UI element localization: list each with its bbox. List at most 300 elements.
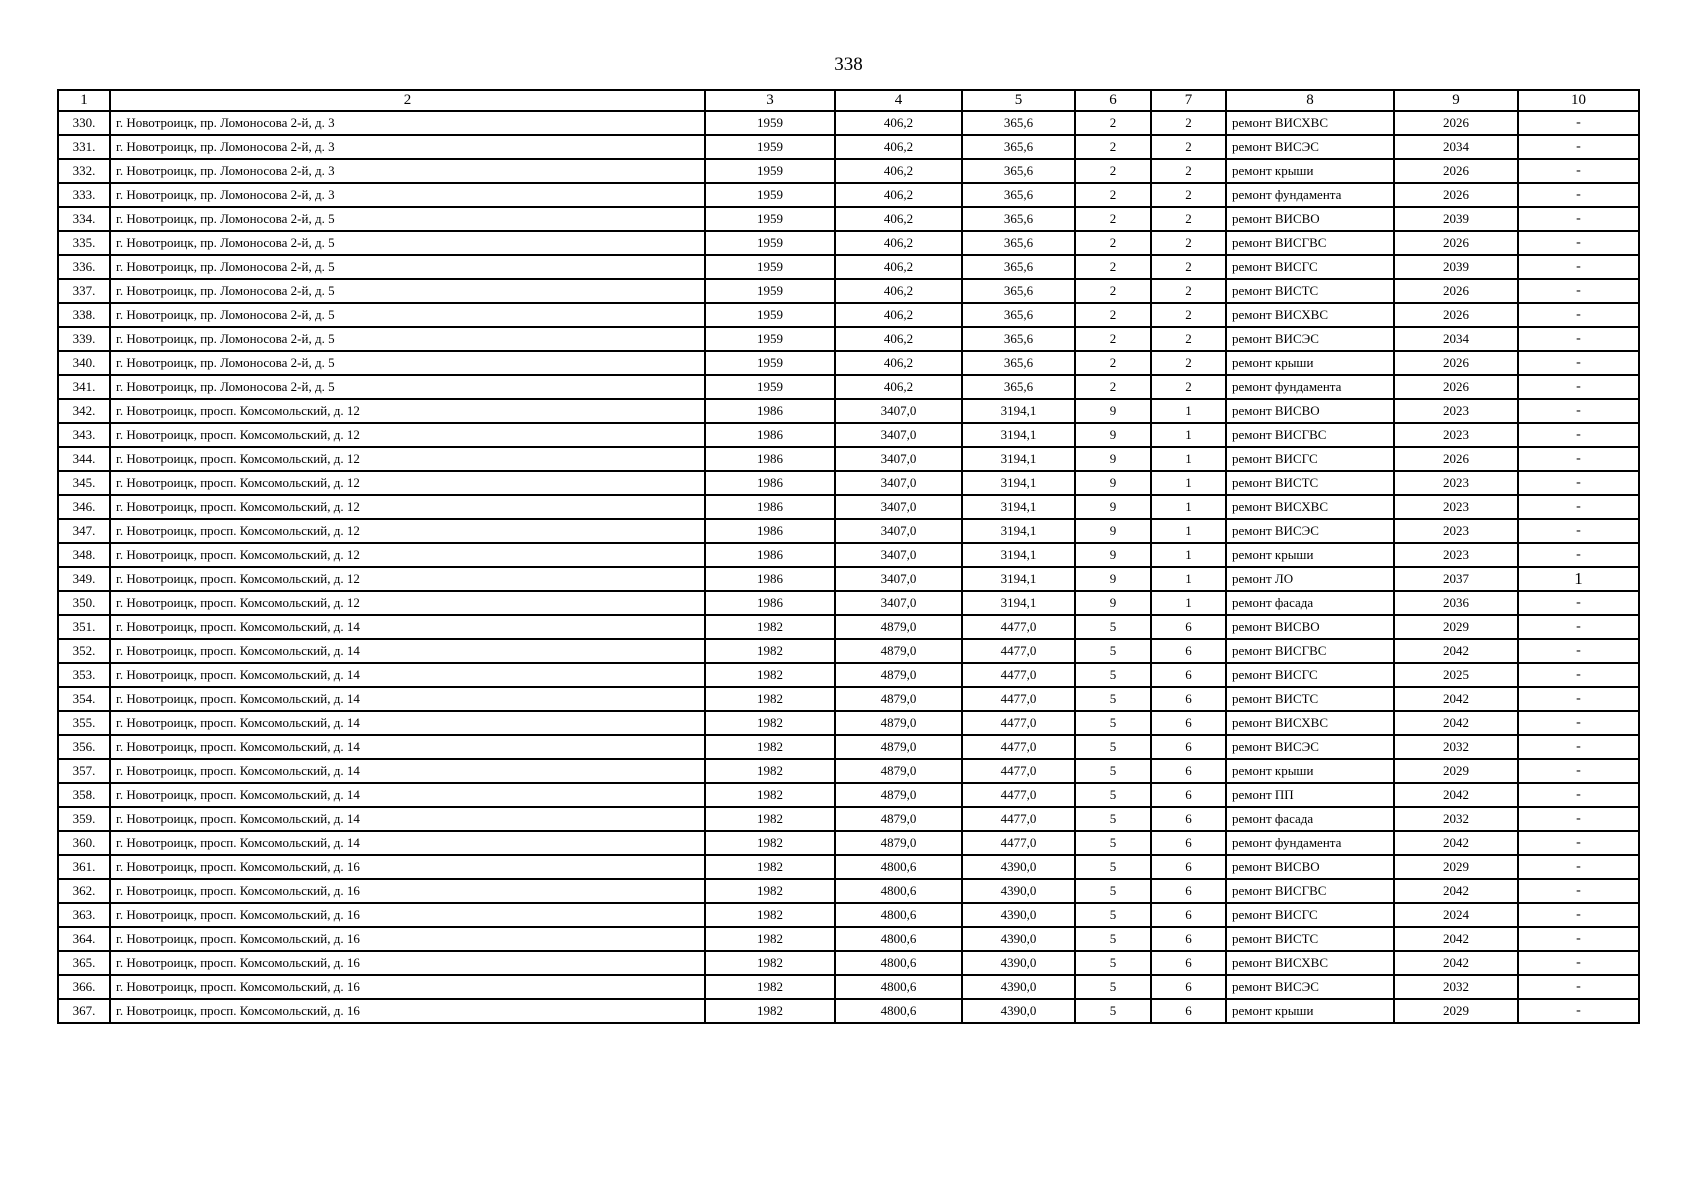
cell-col-7: 1 xyxy=(1151,471,1226,495)
cell-col-1: 338. xyxy=(58,303,110,327)
cell-col-4: 406,2 xyxy=(835,375,962,399)
cell-col-2: г. Новотроицк, просп. Комсомольский, д. 12 xyxy=(110,447,705,471)
table-row xyxy=(58,999,1639,1023)
cell-col-9: 2023 xyxy=(1394,399,1518,423)
cell-col-5: 365,6 xyxy=(962,375,1075,399)
cell-col-10: - xyxy=(1518,279,1639,303)
cell-col-1: 354. xyxy=(58,687,110,711)
table-row xyxy=(58,159,1639,183)
cell-col-5: 365,6 xyxy=(962,255,1075,279)
cell-col-5: 3194,1 xyxy=(962,591,1075,615)
cell-col-3: 1986 xyxy=(705,399,835,423)
repair-schedule-table xyxy=(57,89,1640,1024)
cell-col-10: - xyxy=(1518,639,1639,663)
cell-col-4: 406,2 xyxy=(835,111,962,135)
cell-col-1: 337. xyxy=(58,279,110,303)
table-row xyxy=(58,327,1639,351)
cell-col-9: 2042 xyxy=(1394,879,1518,903)
table-row xyxy=(58,807,1639,831)
cell-col-7: 6 xyxy=(1151,615,1226,639)
cell-col-4: 406,2 xyxy=(835,135,962,159)
cell-col-4: 4879,0 xyxy=(835,807,962,831)
cell-col-5: 365,6 xyxy=(962,183,1075,207)
cell-col-4: 406,2 xyxy=(835,327,962,351)
cell-col-10: - xyxy=(1518,903,1639,927)
cell-col-7: 2 xyxy=(1151,159,1226,183)
cell-col-3: 1982 xyxy=(705,687,835,711)
table-row xyxy=(58,135,1639,159)
table-row xyxy=(58,951,1639,975)
cell-col-10: - xyxy=(1518,111,1639,135)
cell-col-5: 4477,0 xyxy=(962,687,1075,711)
cell-col-6: 5 xyxy=(1075,951,1151,975)
cell-col-2: г. Новотроицк, пр. Ломоносова 2-й, д. 5 xyxy=(110,303,705,327)
cell-col-7: 6 xyxy=(1151,687,1226,711)
cell-col-6: 5 xyxy=(1075,615,1151,639)
cell-col-3: 1959 xyxy=(705,135,835,159)
cell-col-7: 2 xyxy=(1151,375,1226,399)
cell-col-2: г. Новотроицк, пр. Ломоносова 2-й, д. 3 xyxy=(110,159,705,183)
cell-col-1: 357. xyxy=(58,759,110,783)
cell-col-8: ремонт ВИСТС xyxy=(1226,927,1394,951)
cell-col-5: 3194,1 xyxy=(962,543,1075,567)
cell-col-5: 4390,0 xyxy=(962,855,1075,879)
cell-col-4: 4800,6 xyxy=(835,975,962,999)
cell-col-7: 1 xyxy=(1151,543,1226,567)
cell-col-6: 5 xyxy=(1075,783,1151,807)
cell-col-2: г. Новотроицк, просп. Комсомольский, д. 16 xyxy=(110,927,705,951)
cell-col-5: 3194,1 xyxy=(962,471,1075,495)
cell-col-10: - xyxy=(1518,879,1639,903)
cell-col-3: 1982 xyxy=(705,879,835,903)
table-row xyxy=(58,567,1639,591)
cell-col-7: 2 xyxy=(1151,327,1226,351)
cell-col-1: 339. xyxy=(58,327,110,351)
cell-col-7: 6 xyxy=(1151,903,1226,927)
cell-col-1: 334. xyxy=(58,207,110,231)
cell-col-6: 9 xyxy=(1075,399,1151,423)
cell-col-4: 4800,6 xyxy=(835,855,962,879)
cell-col-3: 1986 xyxy=(705,519,835,543)
cell-col-1: 331. xyxy=(58,135,110,159)
cell-col-8: ремонт ВИСЭС xyxy=(1226,975,1394,999)
cell-col-2: г. Новотроицк, просп. Комсомольский, д. 16 xyxy=(110,951,705,975)
cell-col-3: 1982 xyxy=(705,759,835,783)
cell-col-3: 1959 xyxy=(705,351,835,375)
cell-col-9: 2029 xyxy=(1394,759,1518,783)
cell-col-1: 365. xyxy=(58,951,110,975)
cell-col-6: 5 xyxy=(1075,735,1151,759)
cell-col-8: ремонт ВИСГВС xyxy=(1226,231,1394,255)
cell-col-7: 2 xyxy=(1151,111,1226,135)
cell-col-8: ремонт ВИСХВС xyxy=(1226,951,1394,975)
cell-col-2: г. Новотроицк, просп. Комсомольский, д. 14 xyxy=(110,807,705,831)
cell-col-10: - xyxy=(1518,231,1639,255)
cell-col-6: 9 xyxy=(1075,495,1151,519)
cell-col-2: г. Новотроицк, пр. Ломоносова 2-й, д. 3 xyxy=(110,111,705,135)
cell-col-4: 4800,6 xyxy=(835,999,962,1023)
cell-col-9: 2026 xyxy=(1394,351,1518,375)
cell-col-3: 1986 xyxy=(705,447,835,471)
table-row xyxy=(58,519,1639,543)
cell-col-7: 2 xyxy=(1151,231,1226,255)
cell-col-8: ремонт ВИСВО xyxy=(1226,399,1394,423)
cell-col-2: г. Новотроицк, просп. Комсомольский, д. 14 xyxy=(110,783,705,807)
cell-col-8: ремонт ВИСТС xyxy=(1226,687,1394,711)
cell-col-3: 1982 xyxy=(705,639,835,663)
cell-col-1: 342. xyxy=(58,399,110,423)
cell-col-2: г. Новотроицк, пр. Ломоносова 2-й, д. 5 xyxy=(110,327,705,351)
cell-col-9: 2034 xyxy=(1394,135,1518,159)
cell-col-2: г. Новотроицк, пр. Ломоносова 2-й, д. 5 xyxy=(110,375,705,399)
cell-col-3: 1986 xyxy=(705,495,835,519)
cell-col-9: 2029 xyxy=(1394,855,1518,879)
cell-col-9: 2042 xyxy=(1394,951,1518,975)
cell-col-1: 360. xyxy=(58,831,110,855)
cell-col-4: 4879,0 xyxy=(835,687,962,711)
cell-col-8: ремонт ВИСЭС xyxy=(1226,135,1394,159)
cell-col-10: - xyxy=(1518,519,1639,543)
cell-col-10: - xyxy=(1518,375,1639,399)
header-cell-10: 10 xyxy=(1518,90,1639,111)
cell-col-3: 1982 xyxy=(705,711,835,735)
cell-col-6: 2 xyxy=(1075,279,1151,303)
cell-col-6: 5 xyxy=(1075,879,1151,903)
cell-col-7: 1 xyxy=(1151,399,1226,423)
cell-col-1: 347. xyxy=(58,519,110,543)
cell-col-8: ремонт фундамента xyxy=(1226,183,1394,207)
table-row xyxy=(58,111,1639,135)
cell-col-7: 6 xyxy=(1151,975,1226,999)
table-row xyxy=(58,447,1639,471)
cell-col-2: г. Новотроицк, просп. Комсомольский, д. 12 xyxy=(110,423,705,447)
cell-col-10: - xyxy=(1518,255,1639,279)
cell-col-4: 406,2 xyxy=(835,159,962,183)
cell-col-2: г. Новотроицк, просп. Комсомольский, д. 12 xyxy=(110,567,705,591)
cell-col-2: г. Новотроицк, просп. Комсомольский, д. 14 xyxy=(110,615,705,639)
cell-col-8: ремонт ЛО xyxy=(1226,567,1394,591)
cell-col-6: 9 xyxy=(1075,447,1151,471)
cell-col-9: 2023 xyxy=(1394,543,1518,567)
cell-col-4: 3407,0 xyxy=(835,399,962,423)
cell-col-7: 1 xyxy=(1151,423,1226,447)
cell-col-6: 9 xyxy=(1075,519,1151,543)
cell-col-9: 2026 xyxy=(1394,375,1518,399)
cell-col-6: 5 xyxy=(1075,831,1151,855)
cell-col-5: 4477,0 xyxy=(962,807,1075,831)
cell-col-1: 335. xyxy=(58,231,110,255)
cell-col-9: 2026 xyxy=(1394,111,1518,135)
cell-col-9: 2034 xyxy=(1394,327,1518,351)
cell-col-4: 406,2 xyxy=(835,279,962,303)
cell-col-6: 5 xyxy=(1075,807,1151,831)
cell-col-5: 365,6 xyxy=(962,327,1075,351)
cell-col-9: 2024 xyxy=(1394,903,1518,927)
cell-col-9: 2026 xyxy=(1394,279,1518,303)
cell-col-10: - xyxy=(1518,471,1639,495)
cell-col-10: - xyxy=(1518,807,1639,831)
header-cell-7: 7 xyxy=(1151,90,1226,111)
cell-col-7: 6 xyxy=(1151,783,1226,807)
cell-col-4: 3407,0 xyxy=(835,591,962,615)
cell-col-1: 367. xyxy=(58,999,110,1023)
cell-col-9: 2039 xyxy=(1394,207,1518,231)
cell-col-1: 343. xyxy=(58,423,110,447)
cell-col-8: ремонт ПП xyxy=(1226,783,1394,807)
cell-col-3: 1959 xyxy=(705,111,835,135)
header-cell-6: 6 xyxy=(1075,90,1151,111)
cell-col-10: - xyxy=(1518,207,1639,231)
cell-col-8: ремонт крыши xyxy=(1226,543,1394,567)
table-row xyxy=(58,423,1639,447)
cell-col-10: - xyxy=(1518,759,1639,783)
cell-col-5: 4477,0 xyxy=(962,759,1075,783)
cell-col-5: 4477,0 xyxy=(962,615,1075,639)
cell-col-2: г. Новотроицк, просп. Комсомольский, д. 14 xyxy=(110,831,705,855)
cell-col-5: 3194,1 xyxy=(962,399,1075,423)
cell-col-7: 1 xyxy=(1151,447,1226,471)
cell-col-7: 2 xyxy=(1151,135,1226,159)
cell-col-3: 1959 xyxy=(705,279,835,303)
cell-col-3: 1982 xyxy=(705,663,835,687)
cell-col-4: 4800,6 xyxy=(835,927,962,951)
cell-col-6: 5 xyxy=(1075,903,1151,927)
cell-col-9: 2026 xyxy=(1394,231,1518,255)
cell-col-10: 1 xyxy=(1518,567,1639,591)
header-cell-4: 4 xyxy=(835,90,962,111)
cell-col-5: 365,6 xyxy=(962,111,1075,135)
header-cell-3: 3 xyxy=(705,90,835,111)
cell-col-4: 3407,0 xyxy=(835,495,962,519)
cell-col-9: 2026 xyxy=(1394,159,1518,183)
cell-col-9: 2042 xyxy=(1394,687,1518,711)
cell-col-8: ремонт крыши xyxy=(1226,351,1394,375)
cell-col-8: ремонт ВИСГС xyxy=(1226,447,1394,471)
cell-col-3: 1959 xyxy=(705,183,835,207)
cell-col-5: 365,6 xyxy=(962,351,1075,375)
cell-col-8: ремонт ВИСХВС xyxy=(1226,303,1394,327)
cell-col-7: 6 xyxy=(1151,855,1226,879)
cell-col-10: - xyxy=(1518,999,1639,1023)
cell-col-3: 1982 xyxy=(705,783,835,807)
cell-col-6: 2 xyxy=(1075,207,1151,231)
cell-col-7: 6 xyxy=(1151,807,1226,831)
cell-col-8: ремонт ВИСЭС xyxy=(1226,327,1394,351)
cell-col-3: 1986 xyxy=(705,543,835,567)
cell-col-2: г. Новотроицк, просп. Комсомольский, д. 12 xyxy=(110,399,705,423)
cell-col-10: - xyxy=(1518,135,1639,159)
cell-col-10: - xyxy=(1518,351,1639,375)
table-row xyxy=(58,207,1639,231)
cell-col-9: 2042 xyxy=(1394,711,1518,735)
cell-col-8: ремонт фундамента xyxy=(1226,831,1394,855)
cell-col-4: 406,2 xyxy=(835,207,962,231)
cell-col-5: 4390,0 xyxy=(962,903,1075,927)
cell-col-8: ремонт фундамента xyxy=(1226,375,1394,399)
cell-col-8: ремонт ВИСЭС xyxy=(1226,519,1394,543)
table-row xyxy=(58,759,1639,783)
cell-col-4: 4879,0 xyxy=(835,639,962,663)
cell-col-2: г. Новотроицк, просп. Комсомольский, д. 14 xyxy=(110,639,705,663)
cell-col-1: 340. xyxy=(58,351,110,375)
cell-col-2: г. Новотроицк, просп. Комсомольский, д. 16 xyxy=(110,879,705,903)
cell-col-6: 2 xyxy=(1075,255,1151,279)
cell-col-8: ремонт ВИСТС xyxy=(1226,471,1394,495)
cell-col-6: 9 xyxy=(1075,423,1151,447)
cell-col-10: - xyxy=(1518,735,1639,759)
cell-col-2: г. Новотроицк, просп. Комсомольский, д. 12 xyxy=(110,591,705,615)
cell-col-10: - xyxy=(1518,687,1639,711)
cell-col-9: 2042 xyxy=(1394,783,1518,807)
header-cell-9: 9 xyxy=(1394,90,1518,111)
cell-col-10: - xyxy=(1518,975,1639,999)
cell-col-1: 351. xyxy=(58,615,110,639)
cell-col-8: ремонт ВИСГВС xyxy=(1226,879,1394,903)
cell-col-5: 3194,1 xyxy=(962,519,1075,543)
cell-col-3: 1982 xyxy=(705,903,835,927)
table-row xyxy=(58,903,1639,927)
cell-col-5: 4390,0 xyxy=(962,879,1075,903)
cell-col-10: - xyxy=(1518,855,1639,879)
cell-col-7: 1 xyxy=(1151,519,1226,543)
cell-col-6: 9 xyxy=(1075,591,1151,615)
table-row xyxy=(58,375,1639,399)
cell-col-6: 9 xyxy=(1075,567,1151,591)
cell-col-10: - xyxy=(1518,615,1639,639)
cell-col-6: 9 xyxy=(1075,543,1151,567)
cell-col-7: 2 xyxy=(1151,351,1226,375)
cell-col-3: 1982 xyxy=(705,807,835,831)
cell-col-3: 1982 xyxy=(705,615,835,639)
cell-col-3: 1982 xyxy=(705,735,835,759)
cell-col-6: 2 xyxy=(1075,327,1151,351)
cell-col-2: г. Новотроицк, просп. Комсомольский, д. 14 xyxy=(110,687,705,711)
cell-col-6: 2 xyxy=(1075,183,1151,207)
cell-col-1: 341. xyxy=(58,375,110,399)
cell-col-4: 3407,0 xyxy=(835,567,962,591)
cell-col-9: 2025 xyxy=(1394,663,1518,687)
cell-col-8: ремонт ВИСГВС xyxy=(1226,639,1394,663)
cell-col-6: 5 xyxy=(1075,999,1151,1023)
cell-col-3: 1986 xyxy=(705,423,835,447)
cell-col-4: 3407,0 xyxy=(835,471,962,495)
cell-col-9: 2023 xyxy=(1394,423,1518,447)
cell-col-4: 3407,0 xyxy=(835,447,962,471)
cell-col-1: 359. xyxy=(58,807,110,831)
cell-col-2: г. Новотроицк, просп. Комсомольский, д. 16 xyxy=(110,903,705,927)
cell-col-2: г. Новотроицк, просп. Комсомольский, д. 12 xyxy=(110,519,705,543)
cell-col-5: 4477,0 xyxy=(962,711,1075,735)
cell-col-4: 4800,6 xyxy=(835,951,962,975)
table-row xyxy=(58,831,1639,855)
cell-col-3: 1982 xyxy=(705,855,835,879)
table-row xyxy=(58,231,1639,255)
cell-col-2: г. Новотроицк, просп. Комсомольский, д. 14 xyxy=(110,735,705,759)
cell-col-9: 2039 xyxy=(1394,255,1518,279)
cell-col-3: 1982 xyxy=(705,975,835,999)
cell-col-10: - xyxy=(1518,951,1639,975)
cell-col-10: - xyxy=(1518,327,1639,351)
cell-col-5: 3194,1 xyxy=(962,495,1075,519)
cell-col-6: 2 xyxy=(1075,111,1151,135)
cell-col-7: 6 xyxy=(1151,927,1226,951)
cell-col-10: - xyxy=(1518,399,1639,423)
cell-col-3: 1959 xyxy=(705,303,835,327)
cell-col-2: г. Новотроицк, пр. Ломоносова 2-й, д. 3 xyxy=(110,183,705,207)
cell-col-2: г. Новотроицк, просп. Комсомольский, д. 14 xyxy=(110,759,705,783)
cell-col-7: 6 xyxy=(1151,639,1226,663)
cell-col-8: ремонт ВИСТС xyxy=(1226,279,1394,303)
cell-col-1: 353. xyxy=(58,663,110,687)
cell-col-2: г. Новотроицк, пр. Ломоносова 2-й, д. 3 xyxy=(110,135,705,159)
cell-col-2: г. Новотроицк, просп. Комсомольский, д. 14 xyxy=(110,711,705,735)
cell-col-7: 2 xyxy=(1151,207,1226,231)
table-row xyxy=(58,615,1639,639)
cell-col-1: 361. xyxy=(58,855,110,879)
cell-col-7: 1 xyxy=(1151,567,1226,591)
cell-col-7: 1 xyxy=(1151,495,1226,519)
header-cell-1: 1 xyxy=(58,90,110,111)
table-row xyxy=(58,735,1639,759)
cell-col-6: 2 xyxy=(1075,375,1151,399)
cell-col-7: 6 xyxy=(1151,663,1226,687)
cell-col-2: г. Новотроицк, просп. Комсомольский, д. 12 xyxy=(110,495,705,519)
cell-col-3: 1959 xyxy=(705,327,835,351)
table-row xyxy=(58,183,1639,207)
cell-col-4: 4879,0 xyxy=(835,735,962,759)
cell-col-6: 2 xyxy=(1075,351,1151,375)
cell-col-10: - xyxy=(1518,543,1639,567)
cell-col-5: 365,6 xyxy=(962,303,1075,327)
cell-col-9: 2042 xyxy=(1394,927,1518,951)
cell-col-4: 3407,0 xyxy=(835,423,962,447)
table-row xyxy=(58,879,1639,903)
cell-col-5: 4477,0 xyxy=(962,783,1075,807)
cell-col-6: 5 xyxy=(1075,639,1151,663)
cell-col-4: 4879,0 xyxy=(835,615,962,639)
table-row xyxy=(58,543,1639,567)
table-row xyxy=(58,471,1639,495)
cell-col-9: 2029 xyxy=(1394,615,1518,639)
cell-col-8: ремонт ВИСХВС xyxy=(1226,711,1394,735)
cell-col-9: 2032 xyxy=(1394,735,1518,759)
cell-col-4: 406,2 xyxy=(835,303,962,327)
cell-col-5: 365,6 xyxy=(962,135,1075,159)
cell-col-3: 1986 xyxy=(705,567,835,591)
cell-col-2: г. Новотроицк, пр. Ломоносова 2-й, д. 5 xyxy=(110,231,705,255)
cell-col-7: 6 xyxy=(1151,999,1226,1023)
header-row xyxy=(58,90,1639,111)
cell-col-2: г. Новотроицк, просп. Комсомольский, д. 12 xyxy=(110,543,705,567)
table-row xyxy=(58,663,1639,687)
page-number: 338 xyxy=(834,54,863,75)
cell-col-5: 4477,0 xyxy=(962,639,1075,663)
cell-col-9: 2037 xyxy=(1394,567,1518,591)
cell-col-6: 5 xyxy=(1075,711,1151,735)
cell-col-2: г. Новотроицк, просп. Комсомольский, д. 12 xyxy=(110,471,705,495)
cell-col-8: ремонт ВИСВО xyxy=(1226,615,1394,639)
cell-col-4: 4879,0 xyxy=(835,831,962,855)
cell-col-3: 1986 xyxy=(705,591,835,615)
cell-col-9: 2023 xyxy=(1394,495,1518,519)
cell-col-6: 2 xyxy=(1075,303,1151,327)
cell-col-8: ремонт крыши xyxy=(1226,759,1394,783)
cell-col-1: 363. xyxy=(58,903,110,927)
cell-col-1: 366. xyxy=(58,975,110,999)
cell-col-8: ремонт ВИСВО xyxy=(1226,207,1394,231)
cell-col-6: 2 xyxy=(1075,231,1151,255)
cell-col-3: 1959 xyxy=(705,159,835,183)
